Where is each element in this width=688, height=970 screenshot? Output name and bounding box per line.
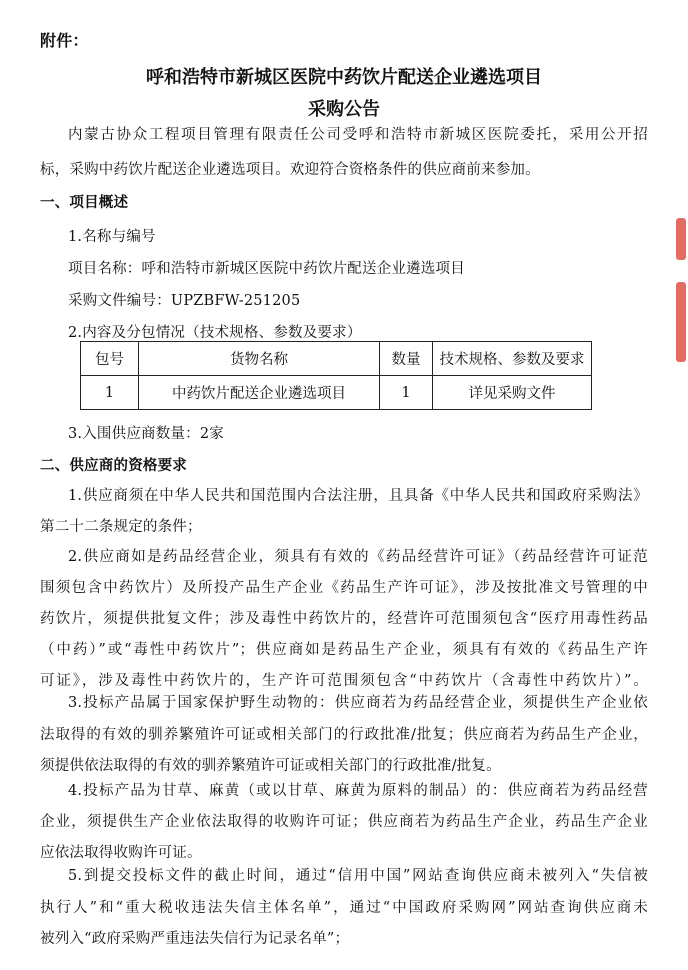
table-row (81, 376, 592, 410)
req4-line-2: 企业，须提供生产企业依法取得的收购许可证；供应商若为药品生产企业，药品生产企业 (40, 814, 648, 830)
req2-line-2: 围须包含中药饮片）及所投产品生产企业《药品生产许可证》，涉及按批准文号管理的中 (40, 580, 648, 596)
header-spec: 技术规格、参数及要求 (433, 342, 592, 376)
req4-line-1: 4.投标产品为甘草、麻黄（或以甘草、麻黄为原料的制品）的：供应商若为药品经营 (68, 783, 648, 799)
req3-line-1: 3.投标产品属于国家保护野生动物的：供应商若为药品经营企业，须提供生产企业依 (68, 695, 648, 711)
req5-line-1: 5.到提交投标文件的截止时间，通过“信用中国”网站查询供应商未被列入“失信被 (68, 868, 648, 884)
document-title-line2: 采购公告 (308, 99, 380, 120)
seal-stamp-fragment-top (676, 218, 686, 260)
req3-line-3: 须提供依法取得的有效的驯养繁殖许可证或相关部门的行政批准/批复。 (40, 758, 501, 774)
cell-quantity: 1 (380, 376, 433, 410)
header-package-no: 包号 (81, 342, 139, 376)
table-header-row (81, 342, 592, 376)
item1-title: 1.名称与编号 (68, 229, 156, 245)
req5-line-2: 执行人”和“重大税收违法失信主体名单”，通过“中国政府采购网”网站查询供应商未 (40, 900, 648, 916)
seal-stamp-fragment-bottom (676, 282, 686, 362)
req3-line-2: 法取得的有效的驯养繁殖许可证或相关部门的行政批准/批复；供应商若为药品生产企业， (40, 727, 648, 743)
req2-line-3: 药饮片，须提供批复文件；涉及毒性中药饮片的，经营许可范围须包含“医疗用毒性药品 (40, 611, 648, 627)
req2-line-1: 2.供应商如是药品经营企业，须具有有效的《药品经营许可证》（药品经营许可证范 (68, 549, 648, 565)
req2-line-4: （中药）”或“毒性中药饮片”；供应商如是药品生产企业，须具有有效的《药品生产许 (40, 642, 648, 658)
item3-supplier-count: 3.入围供应商数量：2家 (68, 426, 224, 442)
annex-label: 附件： (40, 31, 89, 50)
req1-line-2: 第二十二条规定的条件； (40, 519, 202, 535)
intro-line-2: 标，采购中药饮片配送企业遴选项目。欢迎符合资格条件的供应商前来参加。 (40, 162, 540, 178)
cell-package-no: 1 (81, 376, 139, 410)
header-goods-name: 货物名称 (139, 342, 380, 376)
item2-title: 2.内容及分包情况（技术规格、参数及要求） (68, 325, 362, 341)
section1-heading: 一、项目概述 (40, 195, 129, 211)
req4-line-3: 应依法取得收购许可证。 (40, 845, 202, 861)
document-title-line1: 呼和浩特市新城区医院中药饮片配送企业遴选项目 (146, 67, 542, 88)
section2-heading: 二、供应商的资格要求 (40, 458, 187, 474)
package-table (80, 341, 592, 410)
header-quantity: 数量 (380, 342, 433, 376)
req1-line-1: 1.供应商须在中华人民共和国范围内合法注册，且具备《中华人民共和国政府采购法》 (68, 488, 648, 504)
doc-number: 采购文件编号：UPZBFW-251205 (68, 293, 301, 309)
cell-goods-name: 中药饮片配送企业遴选项目 (139, 376, 380, 410)
project-name: 项目名称：呼和浩特市新城区医院中药饮片配送企业遴选项目 (68, 261, 465, 277)
cell-spec: 详见采购文件 (433, 376, 592, 410)
intro-line-1: 内蒙古协众工程项目管理有限责任公司受呼和浩特市新城区医院委托，采用公开招 (68, 127, 648, 143)
req2-line-5: 可证》，涉及毒性中药饮片的，生产许可范围须包含“中药饮片（含毒性中药饮片）”。 (40, 673, 648, 689)
req5-line-3: 被列入“政府采购严重违法失信行为记录名单”； (40, 931, 350, 947)
